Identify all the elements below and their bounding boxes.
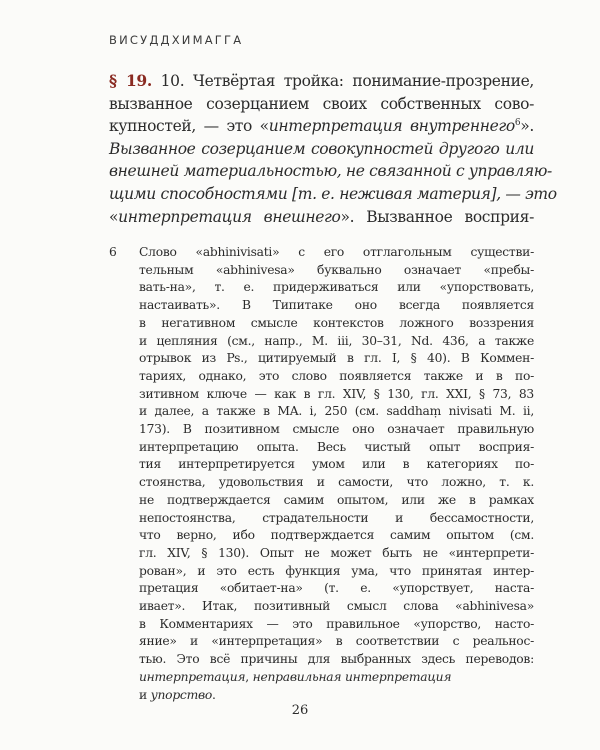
term-italic: интерпретация внутреннего xyxy=(268,117,515,136)
main-line-text: ». xyxy=(520,117,534,136)
footnote-text: . xyxy=(212,687,216,702)
footnote-line: интерпретацию опыта. Весь чистый опыт восприя- xyxy=(139,439,534,454)
main-line: щими способностями [т. е. неживая материя], — это xyxy=(109,184,557,203)
footnote-number: 6 xyxy=(109,245,117,259)
main-line xyxy=(109,115,534,138)
footnote-line: отрывок из Ps., цитируемый в гл. I, § 40). В Коммен- xyxy=(139,351,534,366)
term-italic: неправильная интерпретация xyxy=(252,669,452,684)
term-italic: интерпретация xyxy=(139,669,246,684)
main-line-text: купностей, — это « xyxy=(109,117,269,136)
footnote-line: настаивать». В Типитаке оно всегда появляется xyxy=(139,298,534,313)
footnote-line: в Комментариях — это правильное «упорство, насто- xyxy=(139,616,534,631)
footnote-line: вать-на», т. е. придерживаться или «упорствовать, xyxy=(139,280,534,295)
main-line xyxy=(109,206,534,229)
footnote-line: тия интерпретируется умом или в категориях по- xyxy=(139,457,534,472)
main-text xyxy=(109,70,557,228)
running-header: ВИСУДДХИМАГГА xyxy=(109,33,244,47)
main-line: вызванное созерцанием своих собственных сово- xyxy=(109,94,534,113)
footnote-line: тариях, однако, это слово появляется также и в по- xyxy=(139,368,534,383)
footnote-body xyxy=(139,244,534,704)
footnote-line: 173). В позитивном смысле оно означает правильную xyxy=(139,422,534,437)
footnote-line: зитивном ключе — как в гл. XIV, § 130, гл. XXI, § 73, 83 xyxy=(139,386,534,401)
footnote-line: гл. XIV, § 130). Опыт не может быть не «интерпрети- xyxy=(139,545,534,560)
main-line xyxy=(109,70,534,93)
footnote-line: стоянства, удовольствия и самости, что ложно, т. к. xyxy=(139,475,534,490)
main-line: Вызванное созерцанием совокупностей другого или xyxy=(109,139,534,158)
footnote-line: претация «обитает-на» (т. е. «упорствует, наста- xyxy=(139,581,534,596)
main-line: внешней материальностью, не связанной с управляю- xyxy=(109,162,552,181)
footnote-line: ивает». Итак, позитивный смысл слова «abhinivesa» xyxy=(139,599,534,614)
term-italic: упорство xyxy=(150,687,213,702)
page-number: 26 xyxy=(291,703,309,718)
footnote-line xyxy=(139,669,534,687)
footnote xyxy=(109,244,534,704)
footnote-line: и далее, а также в MA. i, 250 (см. saddhaṃ nivisati M. ii, xyxy=(139,404,534,419)
footnote-text: и xyxy=(139,687,151,702)
footnote-line: не подтверждается самим опытом, или же в рамках xyxy=(139,492,534,507)
footnote-line xyxy=(139,687,534,705)
footnote-line: непостоянства, страдательности и бессамостности, xyxy=(139,510,534,525)
footnote-ref[interactable]: 6 xyxy=(514,118,521,129)
footnote-line: в негативном смысле контекстов ложного воззрения xyxy=(139,315,534,330)
footnote-line: тельным «abhinivesa» буквально означает «пребы- xyxy=(139,262,534,277)
section-label: § 19. xyxy=(109,71,152,90)
footnote-line: рован», и это есть функция ума, что принятая интер- xyxy=(139,563,534,578)
main-line-text: ». Вызванное восприя- xyxy=(340,207,534,226)
footnote-line: яние» и «интерпретация» в соответствии с реальнос- xyxy=(139,634,534,649)
term-italic: интерпретация внешнего xyxy=(118,207,341,226)
footnote-text: , xyxy=(245,669,253,684)
footnote-line: что верно, ибо подтверждается самим опытом (см. xyxy=(139,528,534,543)
main-line-text: « xyxy=(109,207,119,226)
footnote-line: тью. Это всё причины для выбранных здесь переводов: xyxy=(139,652,534,667)
main-line-text: 10. Четвёртая тройка: понимание-прозрение, xyxy=(151,72,534,90)
footnote-line: Слово «abhinivisati» с его отглагольным существи- xyxy=(139,245,534,259)
footnote-line: и цепляния (см., напр., M. iii, 30–31, Nd. 436, а также xyxy=(139,333,534,348)
